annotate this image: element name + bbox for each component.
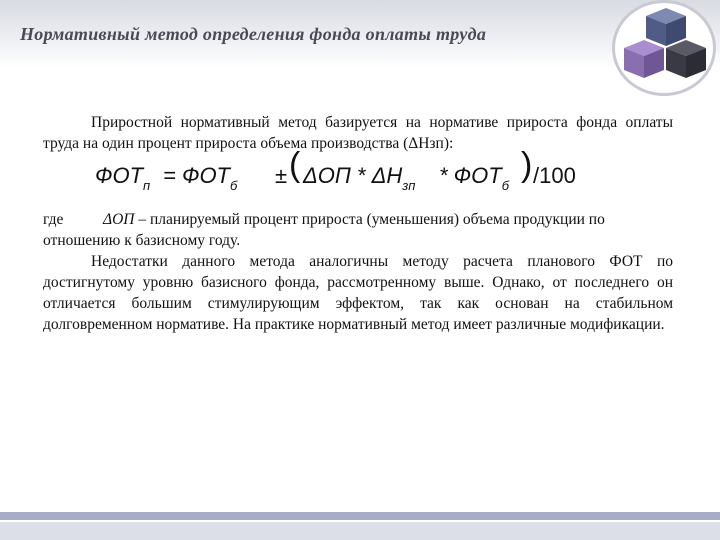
formula-term2: * $ФОТ_б$ xyxy=(439,163,510,193)
formula-divisor: /100 xyxy=(533,163,576,188)
formula-close-paren: ) xyxy=(521,146,533,184)
where-paragraph xyxy=(43,209,673,251)
formula-term1: ΔОП * $\Delta Н_{зп}$ xyxy=(303,163,416,193)
footer-band xyxy=(0,522,720,540)
slide-title: Нормативный метод определения фонда оплаты труда xyxy=(20,24,487,44)
formula-base: = $ФОТ_б$ xyxy=(163,163,238,193)
footer-bar xyxy=(0,512,720,520)
formula-lhs: $ФОТ_п$ xyxy=(95,163,151,193)
where-word: где xyxy=(43,211,64,228)
formula-open-paren: ( xyxy=(289,146,301,184)
drawbacks-paragraph: Недостатки данного метода аналогичны методу расчета планового ФОТ по достигнутому уровню базисного фонда, рассмотренному выше. Однако, от последнего он отличается большим стимулирующим эффектом, так как основан на стабильном долговременном нормативе. На практике нормативный метод имеет различные модификации. xyxy=(43,253,673,333)
formula-plus-minus: ± xyxy=(275,163,288,188)
where-symbol: ΔОП xyxy=(103,211,135,228)
slide-content xyxy=(43,112,673,335)
cubes-logo-icon xyxy=(624,2,710,84)
formula xyxy=(43,146,673,209)
where-text: – планируемый процент прироста (уменьшения) объема продукции по отношению к базисному году. xyxy=(43,211,605,249)
header-band xyxy=(0,0,720,68)
intro-paragraph: Приростной нормативный метод базируется на нормативе прироста фонда оплаты труда на один процент прироста объема производства (ΔНзп): xyxy=(43,114,673,152)
